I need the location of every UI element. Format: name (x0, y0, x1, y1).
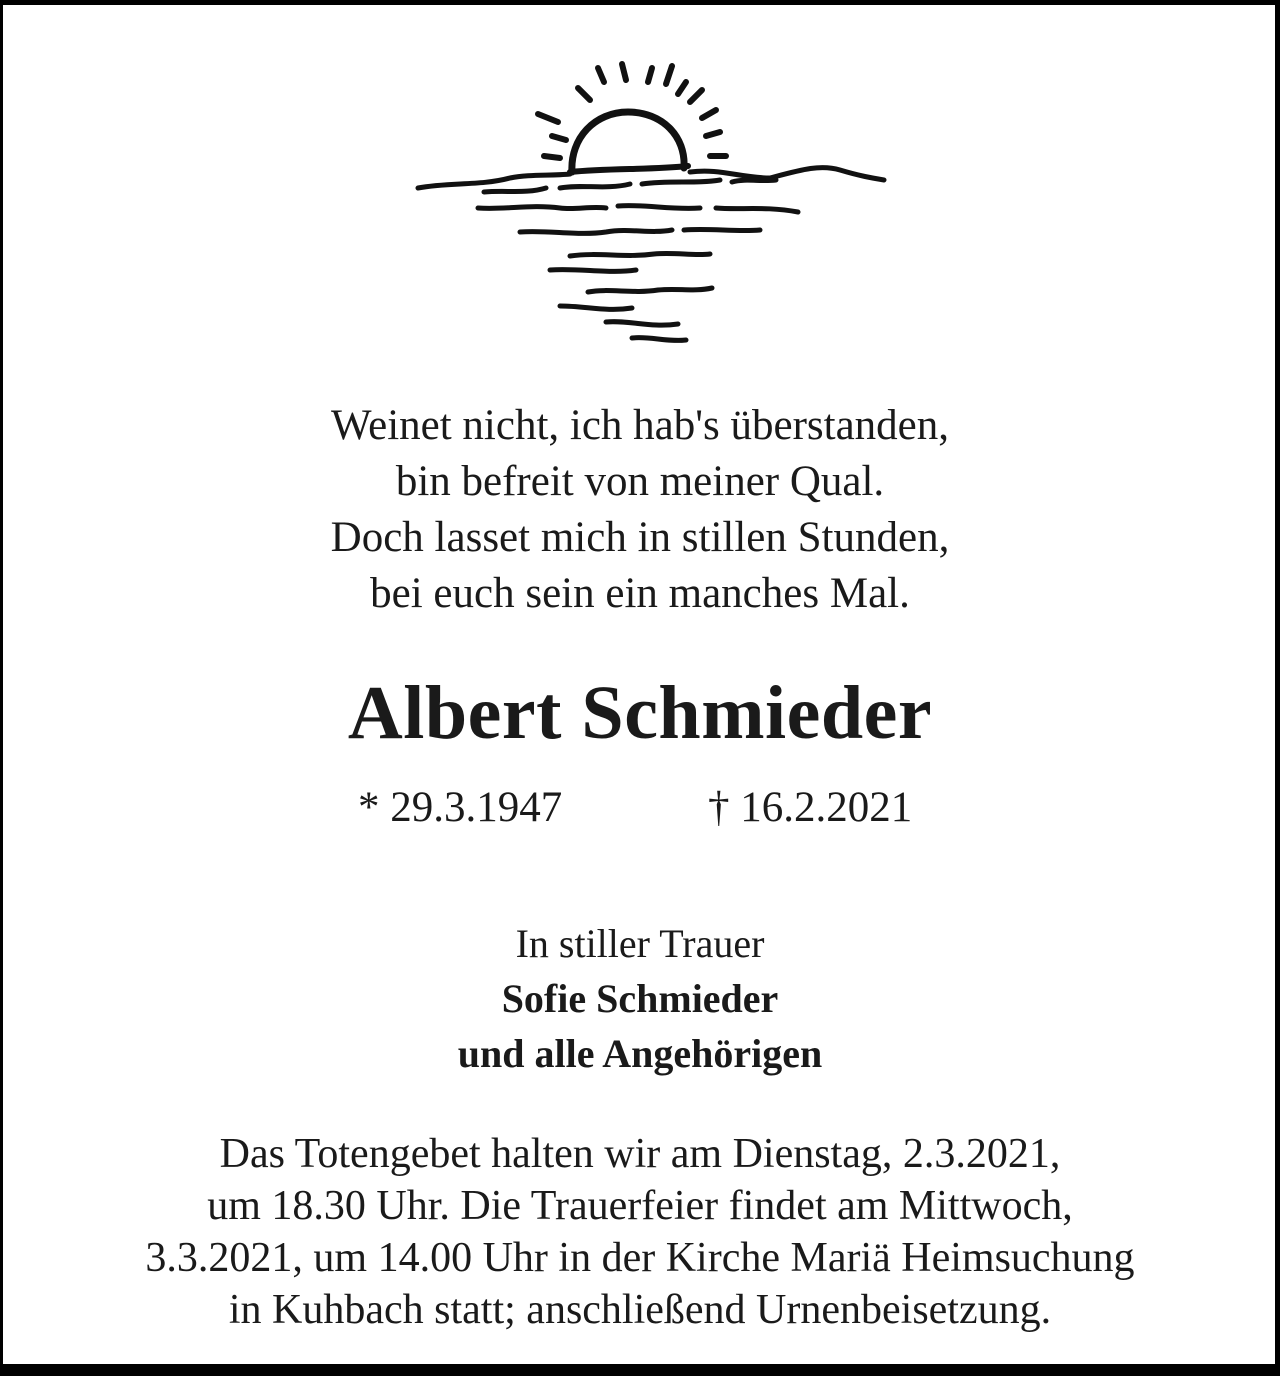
mourner-family: und alle Angehörigen (457, 1031, 823, 1076)
poem (0, 398, 1280, 622)
mourners-block (0, 916, 1280, 1081)
mourner-name: Sofie Schmieder (501, 976, 779, 1021)
birth-date: * 29.3.1947 (358, 784, 563, 831)
mourning-intro: In stiller Trauer (515, 921, 765, 966)
sunset-over-water-icon (410, 60, 890, 350)
service-line: 3.3.2021, um 14.00 Uhr in der Kirche Mariä Heimsuchung (145, 1235, 1135, 1281)
service-line: in Kuhbach statt; anschließend Urnenbeisetzung. (228, 1287, 1052, 1333)
poem-line: Doch lasset mich in stillen Stunden, (330, 514, 950, 561)
service-line: Das Totengebet halten wir am Dienstag, 2.3.2021, (219, 1131, 1061, 1177)
life-dates (0, 780, 1280, 836)
service-info (0, 1128, 1280, 1336)
poem-line: bei euch sein ein manches Mal. (370, 570, 910, 617)
poem-line: bin befreit von meiner Qual. (395, 458, 885, 505)
service-line: um 18.30 Uhr. Die Trauerfeier findet am Mittwoch, (207, 1183, 1073, 1229)
death-date: † 16.2.2021 (708, 784, 913, 831)
deceased-name: Albert Schmieder (347, 671, 933, 755)
poem-line: Weinet nicht, ich hab's überstanden, (330, 402, 950, 449)
